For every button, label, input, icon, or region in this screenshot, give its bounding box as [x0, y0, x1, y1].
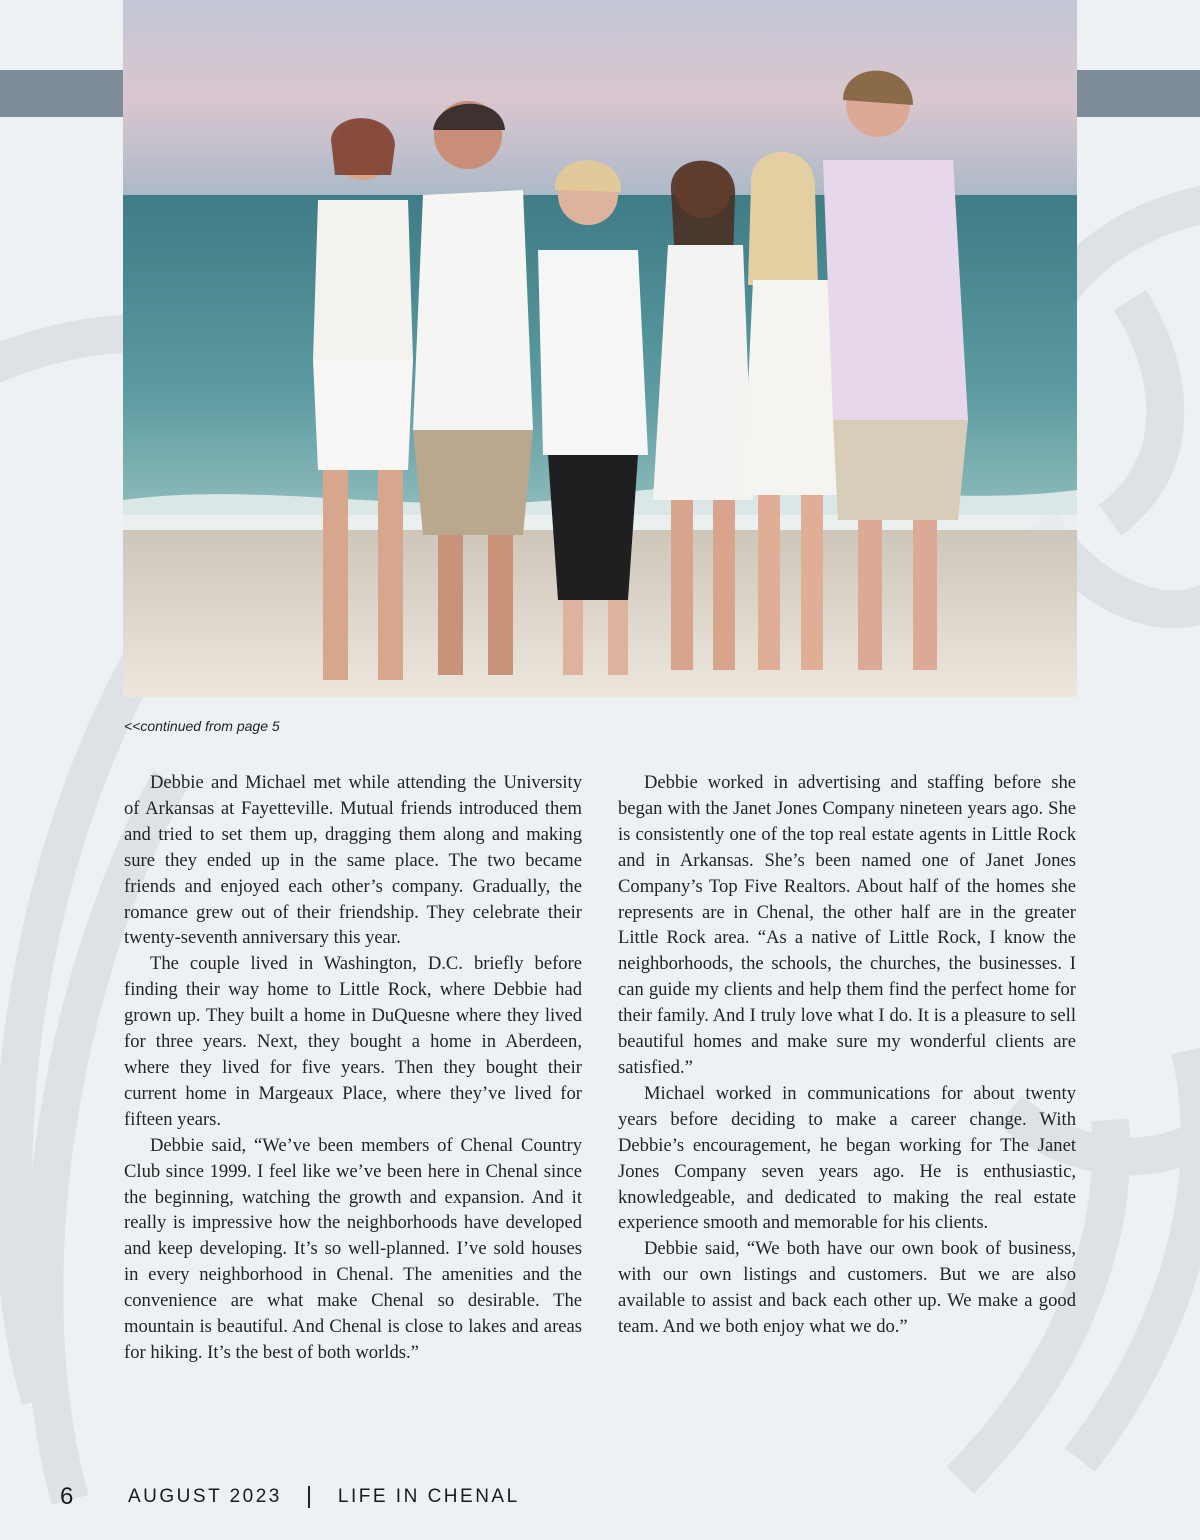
- page-footer: [60, 1480, 520, 1514]
- page-number: 6: [60, 1483, 74, 1510]
- magazine-name: LIFE IN CHENAL: [337, 1486, 520, 1507]
- paragraph: Debbie said, “We both have our own book of business, with our own listings and customers. But we are also available to assist and back each other up. We make a good team. And we both enjoy what we do.”: [618, 1238, 1076, 1338]
- paragraph: Debbie said, “We’ve been members of Chenal Country Club since 1999. I feel like we’ve been here in Chenal since the beginning, watching the growth and expansion. And it really is impressive how the neighborhoods have developed and keep developing. It’s so well-planned. I’ve sold houses in every neighborhood in Chenal. The amenities and the convenience are what make Chenal so desirable. The mountain is beautiful. And Chenal is close to lakes and areas for hiking. It’s the best of both worlds.”: [124, 1134, 582, 1363]
- family-beach-photo-icon: [123, 0, 1077, 697]
- footer-divider: [308, 1486, 310, 1508]
- paragraph: The couple lived in Washington, D.C. briefly before finding their way home to Little Rock, where Debbie had grown up. They built a home in DuQuesne where they lived for three years. Next, they bought a home in Aberdeen, where they lived for five years. Then they bought their current home in Margeaux Place, where they’ve lived for fifteen years.: [124, 953, 582, 1130]
- article-column-left: [124, 770, 582, 1366]
- header-band-left: [0, 70, 123, 117]
- paragraph: Debbie and Michael met while attending the University of Arkansas at Fayetteville. Mutual friends introduced them and tried to set them up, dragging them along and making sure they ended up in the same place. The two became friends and enjoyed each other’s company. Gradually, the romance grew out of their friendship. They celebrate their twenty-seventh anniversary this year.: [124, 772, 582, 949]
- article-column-right: [618, 770, 1076, 1340]
- paragraph: Michael worked in communications for about twenty years before deciding to make a career change. With Debbie’s encouragement, he began working for The Janet Jones Company seven years ago. He is enthusiastic, knowledgeable, and dedicated to making the real estate experience smooth and memorable for his clients.: [618, 1082, 1076, 1234]
- header-band-right: [1077, 70, 1200, 117]
- paragraph: Debbie worked in advertising and staffing before she began with the Janet Jones Company nineteen years ago. She is consistently one of the top real estate agents in Little Rock and in Arkansas. She’s been named one of Janet Jones Company’s Top Five Realtors. About half of the homes she represents are in Chenal, the other half are in the greater Little Rock area. “As a native of Little Rock, I know the neighborhoods, the schools, the churches, the businesses. I can guide my clients and help them find the perfect home for their family. And I truly love what I do. It is a pleasure to sell beautiful homes and make sure my wonderful clients are satisfied.”: [618, 772, 1076, 1078]
- issue-date: AUGUST 2023: [128, 1486, 282, 1507]
- continued-note: <<continued from page 5: [124, 718, 280, 734]
- family-beach-photo: [123, 0, 1077, 697]
